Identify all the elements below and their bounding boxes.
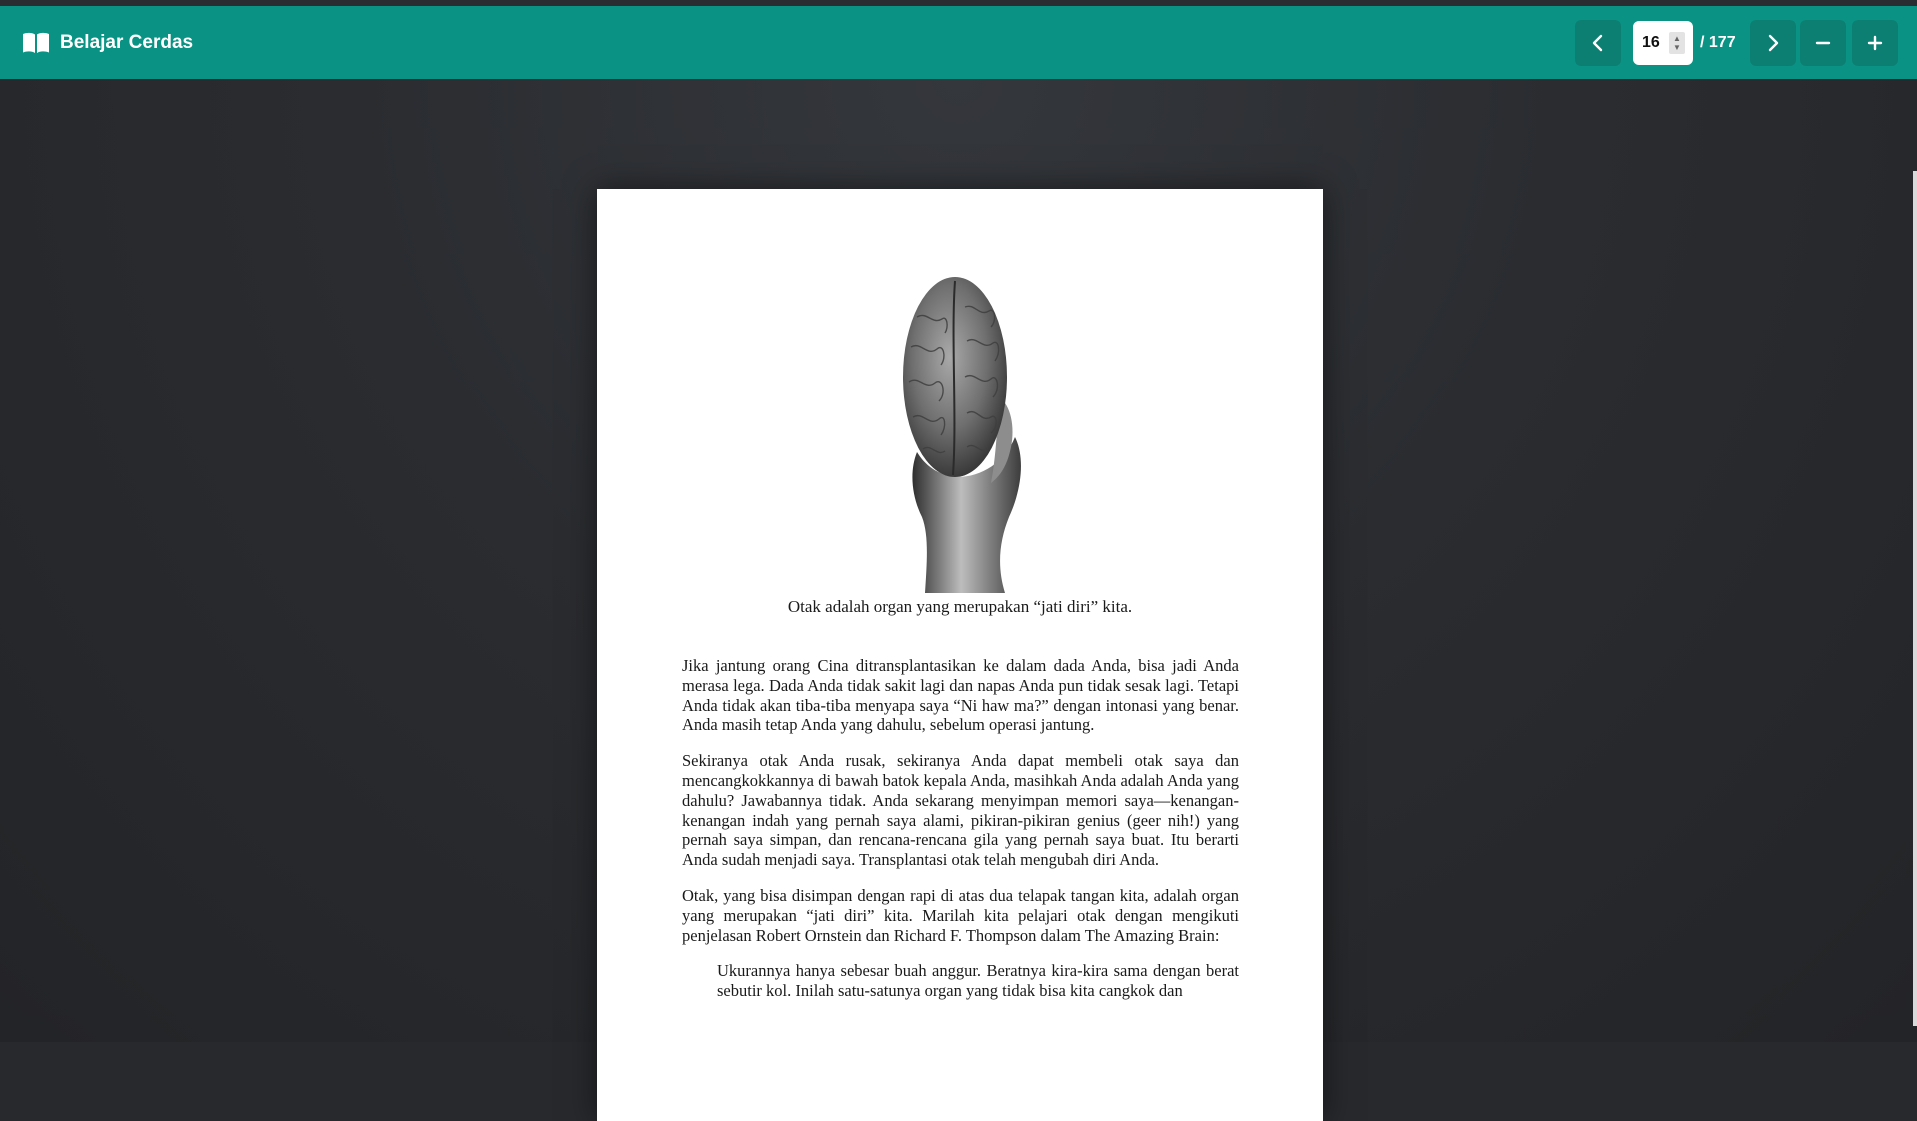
- next-page-button[interactable]: [1750, 20, 1796, 66]
- figure-caption: Otak adalah organ yang merupakan “jati diri” kita.: [787, 597, 1133, 616]
- block-quote: Ukurannya hanya sebesar buah anggur. Beratnya kira-kira sama dengan berat sebutir kol. Inilah satu-satunya organ yang tidak bisa kita cangkok dan: [717, 961, 1239, 1001]
- stepper-down-icon[interactable]: ▼: [1673, 43, 1681, 52]
- paragraph: Sekiranya otak Anda rusak, sekiranya Anda dapat membeli otak saya dan mencangkokkannya di bawah batok kepala Anda, masihkah Anda adalah Anda yang dahulu? Jawabannya tidak. Anda sekarang menyimpan memori saya—kenangan-kenangan indah yang pernah saya alami, pikiran-pikiran genius (geer nih!) yang pernah saya simpan, dan rencana-rencana gila yang pernah saya buat. Itu berarti Anda sudah menjadi saya. Transplantasi otak telah mengubah diri Anda.: [682, 751, 1239, 870]
- paragraph: Jika jantung orang Cina ditransplantasikan ke dalam dada Anda, bisa jadi Anda merasa lega. Dada Anda tidak sakit lagi dan napas Anda pun tidak sesak lagi. Tetapi Anda tidak akan tiba-tiba menyapa saya “Ni haw ma?” dengan intonasi yang benar. Anda masih tetap Anda yang dahulu, sebelum operasi jantung.: [682, 656, 1239, 735]
- previous-page-button[interactable]: [1575, 20, 1621, 66]
- chevron-left-icon: [1587, 32, 1609, 54]
- stepper-up-icon[interactable]: ▲: [1673, 34, 1681, 43]
- page-number-stepper[interactable]: [1669, 32, 1685, 54]
- vertical-scrollbar[interactable]: [1913, 171, 1917, 1026]
- reader-toolbar: [0, 6, 1917, 79]
- document-body: [682, 656, 1239, 1017]
- app-brand[interactable]: [22, 6, 193, 79]
- page-total: / 177: [1700, 33, 1736, 51]
- document-page: [597, 189, 1323, 1121]
- zoom-out-button[interactable]: [1800, 20, 1846, 66]
- brain-in-hand-image: [887, 277, 1037, 593]
- plus-icon: [1864, 32, 1886, 54]
- page-number-field[interactable]: [1633, 21, 1693, 65]
- document-viewer[interactable]: [0, 79, 1917, 1042]
- open-book-icon: [22, 31, 50, 55]
- app-title: Belajar Cerdas: [60, 31, 194, 53]
- paragraph: Otak, yang bisa disimpan dengan rapi di atas dua telapak tangan kita, adalah organ yang merupakan “jati diri” kita. Marilah kita pelajari otak dengan mengikuti penjelasan Robert Ornstein dan Richard F. Thompson dalam The Amazing Brain:: [682, 885, 1239, 945]
- page-number-input[interactable]: [1642, 34, 1670, 52]
- minus-icon: [1812, 32, 1834, 54]
- chevron-right-icon: [1762, 32, 1784, 54]
- zoom-in-button[interactable]: [1852, 20, 1898, 66]
